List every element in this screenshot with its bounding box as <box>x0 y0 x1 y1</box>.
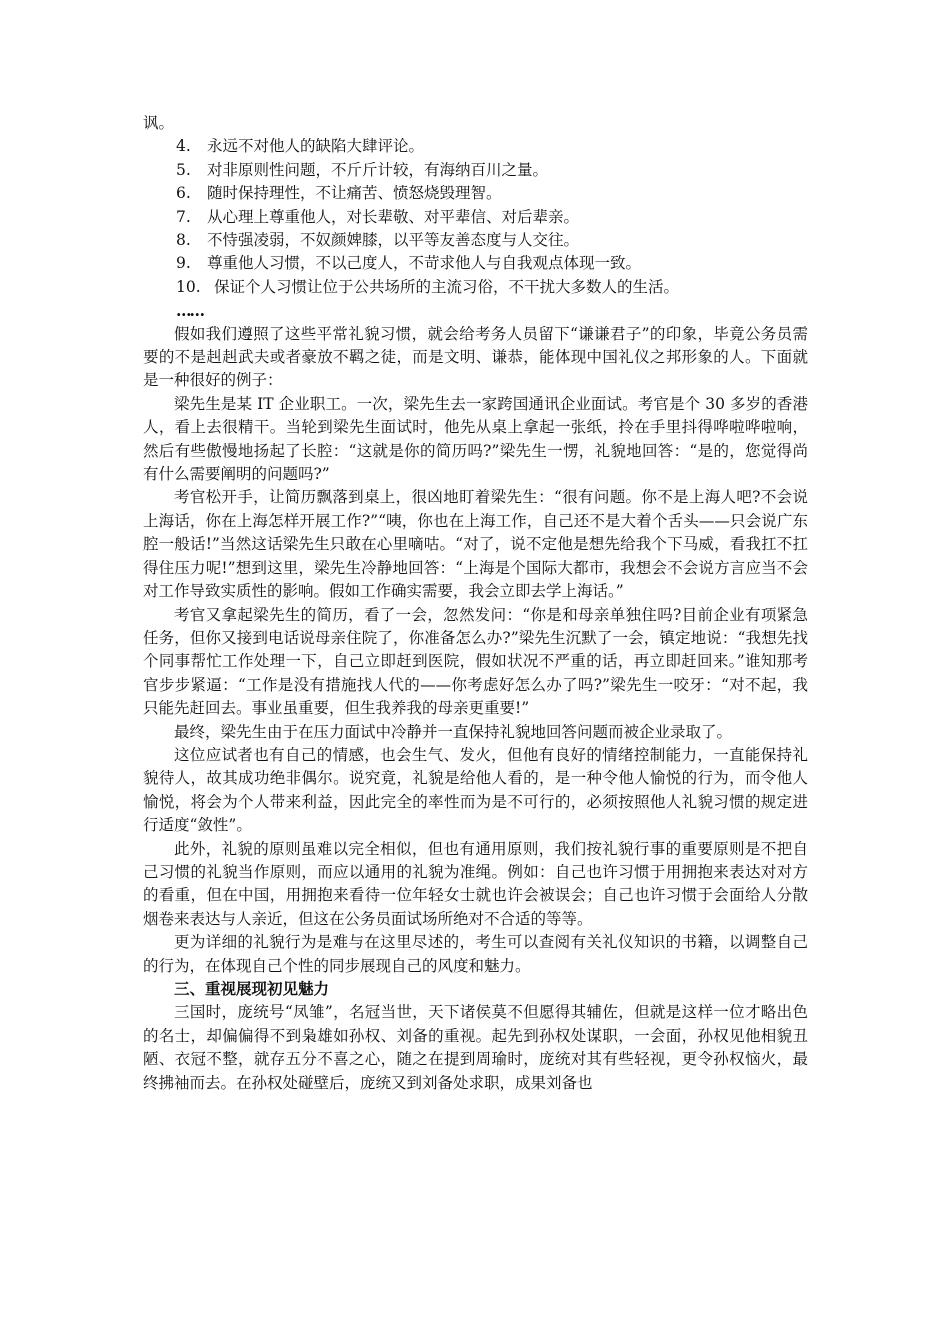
paragraph: 这位应试者也有自己的情感，也会生气、发火，但他有良好的情绪控制能力，一直能保持礼貌待人，故其成功绝非偶尔。说究竟，礼貌是给他人看的，是一种令他人愉悦的行为，而令他人愉悦，将会为个人带来利益，因此完全的率性而为是不可行的，必须按照他人礼貌习惯的规定进行适度“敛性”。 <box>143 745 808 835</box>
list-item <box>143 229 808 252</box>
list-item <box>143 182 808 205</box>
list-item-text: 保证个人习惯让位于公共场所的主流习俗，不干扰大多数人的生活。 <box>214 277 680 296</box>
list-item <box>143 135 808 158</box>
list-item-number: 5. <box>176 160 191 179</box>
list-item <box>143 252 808 275</box>
list-item-number: 7. <box>176 207 191 226</box>
list-item-number: 6. <box>176 184 191 203</box>
document-page <box>143 112 808 1095</box>
paragraph: 梁先生是某 IT 企业职工。一次，梁先生去一家跨国通讯企业面试。考官是个 30 多岁的香港人，看上去很精干。当轮到梁先生面试时，他先从桌上拿起一张纸，拎在手里抖得哗啦哗啦响，然后有些傲慢地扬起了长腔：“这就是你的简历吗?”梁先生一愣，礼貌地回答：“是的，您觉得尚有什么需要阐明的问题吗?” <box>143 394 808 484</box>
paragraph: 假如我们遵照了这些平常礼貌习惯，就会给考务人员留下“谦谦君子”的印象，毕竟公务员需要的不是赳赳武夫或者豪放不羁之徒，而是文明、谦恭，能体现中国礼仪之邦形象的人。下面就是一种很好的例子： <box>143 324 808 390</box>
top-fragment: 讽。 <box>143 114 175 132</box>
list-item <box>143 276 808 299</box>
paragraph: 更为详细的礼貌行为是难与在这里尽述的，考生可以查阅有关礼仪知识的书籍，以调整自己的行为，在体现自己个性的同步展现自己的风度和魅力。 <box>143 933 808 975</box>
courtesy-list <box>143 135 808 299</box>
paragraph: 考官又拿起梁先生的简历，看了一会，忽然发问：“你是和母亲单独住吗?目前企业有项紧急任务，但你又接到电话说母亲住院了，你准备怎么办?”梁先生沉默了一会，镇定地说：“我想先找个同事帮忙工作处理一下，自己立即赶到医院，假如状况不严重的话，再立即赶回来。”谁知那考官步步紧逼：“工作是没有措施找人代的——你考虑好怎么办了吗?”梁先生一咬牙：“对不起，我只能先赶回去。事业虽重要，但生我养我的母亲更重要!” <box>143 605 808 718</box>
list-item-text: 不恃强凌弱，不奴颜婢膝，以平等友善态度与人交往。 <box>207 231 580 250</box>
paragraph: 此外，礼貌的原则虽难以完全相似，但也有通用原则，我们按礼貌行事的重要原则是不把自己习惯的礼貌当作原则，而应以通用的礼貌为准绳。例如：自己也许习惯于用拥抱来表达对对方的看重，但在中国，用拥抱来看待一位年轻女士就也许会被误会；自己也许习惯于会面给人分散烟卷来表达与人亲近，但这在公务员面试场所绝对不合适的等等。 <box>143 839 808 928</box>
list-item-text: 尊重他人习惯，不以己度人，不苛求他人与自我观点体现一致。 <box>207 254 642 273</box>
final-paragraph: 三国时，庞统号“凤雏”，名冠当世，天下诸侯莫不但愿得其辅佐，但就是这样一位才略出色的名士，却偏偏得不到枭雄如孙权、刘备的重视。起先到孙权处谋职，一会面，孙权见他相貌丑陋、衣冠不整，就存五分不喜之心，随之在提到周瑜时，庞统对其有些轻视，更令孙权恼火，最终拂袖而去。在孙权处碰壁后，庞统又到刘备处求职，成果刘备也 <box>143 1003 808 1092</box>
section-heading: 三、重视展现初见魅力 <box>174 980 330 999</box>
list-item-text: 随时保持理性，不让痛苦、愤怒烧毁理智。 <box>207 184 502 203</box>
list-item <box>143 206 808 229</box>
ellipsis: …… <box>176 301 203 321</box>
list-item-number: 4. <box>176 137 191 156</box>
list-item-text: 从心理上尊重他人，对长辈敬、对平辈信、对后辈亲。 <box>207 207 580 226</box>
list-item-text: 对非原则性问题，不斤斤计较，有海纳百川之量。 <box>207 160 549 179</box>
list-item <box>143 159 808 182</box>
list-item-number: 9. <box>176 254 191 273</box>
list-item-number: 8. <box>176 231 191 250</box>
paragraph: 考官松开手，让简历飘落到桌上，很凶地盯着梁先生：“很有问题。你不是上海人吧?不会说上海话，你在上海怎样开展工作?”“咦，你也在上海工作，自己还不是大着个舌头——只会说广东腔一般话!”当然这话梁先生只敢在心里嘀咕。“对了，说不定他是想先给我个下马威，看我扛不扛得住压力呢!”想到这里，梁先生冷静地回答：“上海是个国际大都市，我想会不会说方言应当不会对工作导致实质性的影响。假如工作确实需要，我会立即去学上海话。” <box>143 488 808 601</box>
paragraph: 最终，梁先生由于在压力面试中冷静并一直保持礼貌地回答问题而被企业录取了。 <box>174 722 733 741</box>
list-item-number: 10. <box>176 277 201 296</box>
list-item-text: 永远不对他人的缺陷大肆评论。 <box>207 137 425 156</box>
